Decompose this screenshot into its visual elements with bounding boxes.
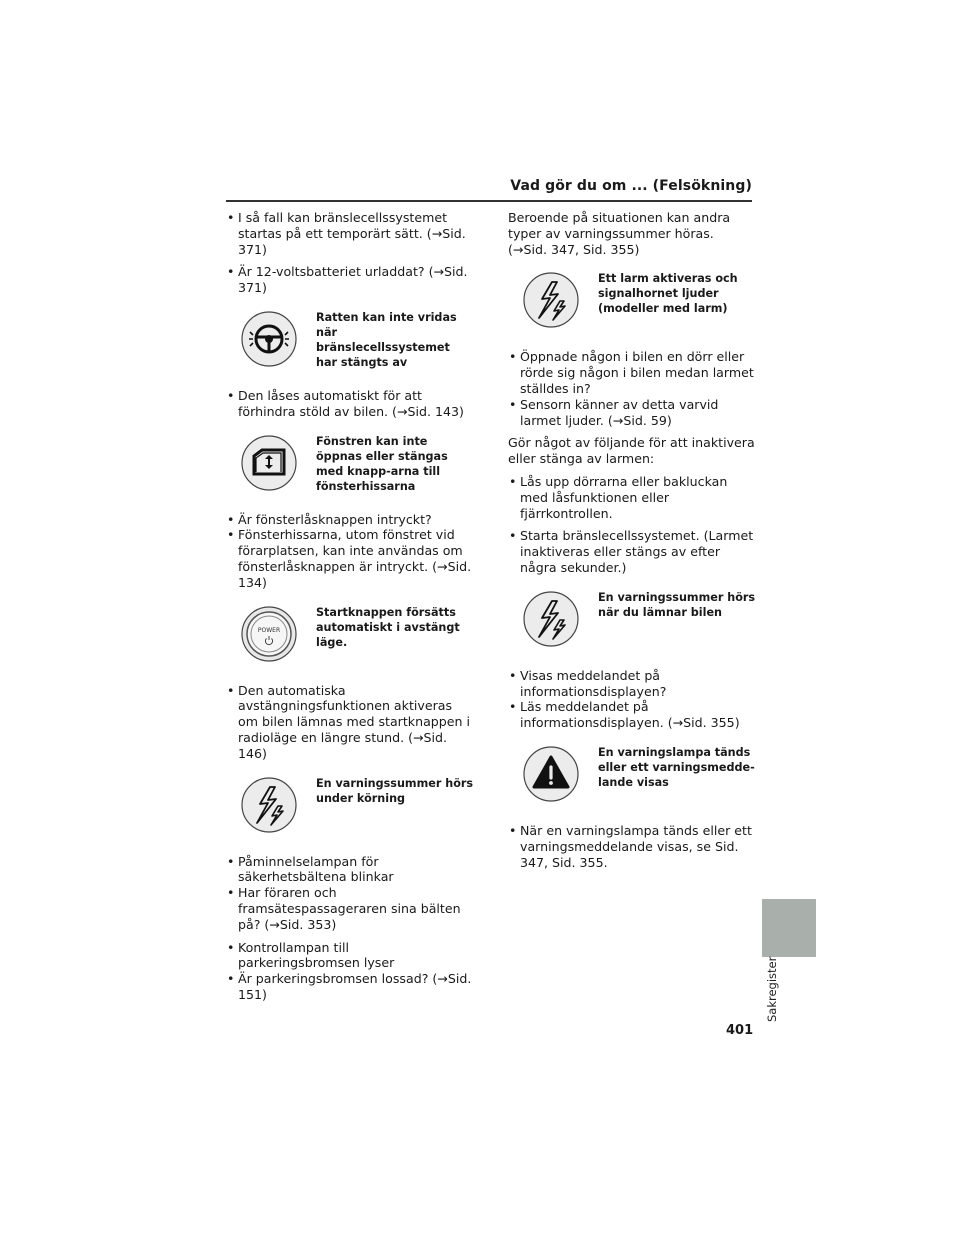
list-item: • Kontrollampan till parkeringsbromsen lyser [226, 940, 474, 972]
list-item: • Lås upp dörrarna eller bakluckan med låsfunktionen eller fjärrkontrollen. [508, 474, 756, 521]
symptom-caption: En varningssummer hörs under körning [316, 776, 474, 805]
bullet-list [226, 940, 474, 1003]
symptom-alarm [508, 267, 756, 333]
page-number: 401 [726, 1023, 754, 1038]
page-header [226, 178, 752, 204]
bullet-list [508, 474, 756, 521]
side-tab [762, 899, 816, 957]
list-item: • Fönsterhissarna, utom fönstret vid förarplatsen, kan inte användas om fönsterlåsknappen är intryckt. (→Sid. 134) [226, 527, 474, 590]
list-item: • Är parkeringsbromsen lossad? (→Sid. 151) [226, 971, 474, 1003]
bullet-list [226, 210, 474, 257]
list-item: • Visas meddelandet på informationsdisplayen? [508, 668, 756, 700]
steering-wheel-warning-icon [240, 310, 298, 368]
side-label [763, 956, 783, 1022]
section-title: Vad gör du om ... (Felsökning) [510, 178, 752, 194]
symptom-buzzer-leaving [508, 586, 756, 652]
header-rule [226, 200, 752, 202]
list-item: • Är 12-voltsbatteriet urladdat? (→Sid. 371) [226, 264, 474, 296]
symptom-windows [226, 430, 474, 496]
list-item: • Är fönsterlåsknappen intryckt? [226, 512, 474, 528]
symptom-caption: Ett larm aktiveras och signalhornet ljuder (modeller med larm) [598, 272, 738, 316]
symptom-caption: En varningslampa tänds eller ett varningsmedde-lande visas [598, 745, 755, 789]
symptom-warning-light [508, 741, 756, 807]
bullet-list [226, 854, 474, 933]
bullet-list [226, 388, 474, 420]
warning-triangle-icon [522, 745, 580, 803]
left-column [226, 210, 474, 1010]
side-label-text: Sakregister [765, 956, 779, 1022]
list-item: • Den låses automatiskt för att förhindra stöld av bilen. (→Sid. 143) [226, 388, 474, 420]
list-item: • Den automatiska avstängningsfunktionen aktiveras om bilen lämnas med startknappen i radioläge en längre stund. (→Sid. 146) [226, 683, 474, 762]
symptom-buzzer-driving [226, 772, 474, 838]
window-lock-icon [240, 434, 298, 492]
list-item: • Öppnade någon i bilen en dörr eller rörde sig någon i bilen medan larmet ställdes in? [508, 349, 756, 396]
right-column [508, 210, 756, 877]
bullet-list [508, 823, 756, 870]
list-item: • Läs meddelandet på informationsdisplayen. (→Sid. 355) [508, 699, 756, 731]
list-item: • När en varningslampa tänds eller ett varningsmeddelande visas, se Sid. 347, Sid. 355. [508, 823, 756, 870]
power-button-text: POWER [257, 626, 281, 634]
list-item: • Sensorn känner av detta varvid larmet ljuder. (→Sid. 59) [508, 397, 756, 429]
list-item: • I så fall kan bränslecellssystemet startas på ett temporärt sätt. (→Sid. 371) [226, 210, 474, 257]
symptom-caption: Startknappen försätts automatiskt i avstängt läge. [316, 605, 460, 649]
list-item: • Har föraren och framsätespassageraren sina bälten på? (→Sid. 353) [226, 885, 474, 932]
bullet-list [508, 668, 756, 731]
bullet-list [508, 349, 756, 428]
symptom-power-off [226, 601, 474, 667]
symptom-steering-locked [226, 306, 474, 372]
warning-buzzer-icon [240, 776, 298, 834]
symptom-caption: En varningssummer hörs när du lämnar bilen [598, 590, 756, 619]
bullet-list [226, 512, 474, 591]
warning-buzzer-icon [522, 590, 580, 648]
bullet-list [508, 528, 756, 575]
alarm-horn-icon [522, 271, 580, 329]
power-button-icon [240, 605, 298, 663]
paragraph: Gör något av följande för att inaktivera eller stänga av larmen: [508, 435, 755, 467]
list-item: • Starta bränslecellssystemet. (Larmet inaktiveras eller stängs av efter några sekunder.) [508, 528, 756, 575]
list-item: • Påminnelselampan för säkerhetsbältena blinkar [226, 854, 474, 886]
paragraph: Beroende på situationen kan andra typer av varningssummer höras. (→Sid. 347, Sid. 355) [508, 210, 731, 257]
symptom-caption: Fönstren kan inte öppnas eller stängas med knapp-arna till fönsterhissarna [316, 434, 448, 493]
symptom-caption: Ratten kan inte vridas när bränslecellssystemet har stängts av [316, 310, 457, 369]
bullet-list [226, 264, 474, 296]
bullet-list [226, 683, 474, 762]
